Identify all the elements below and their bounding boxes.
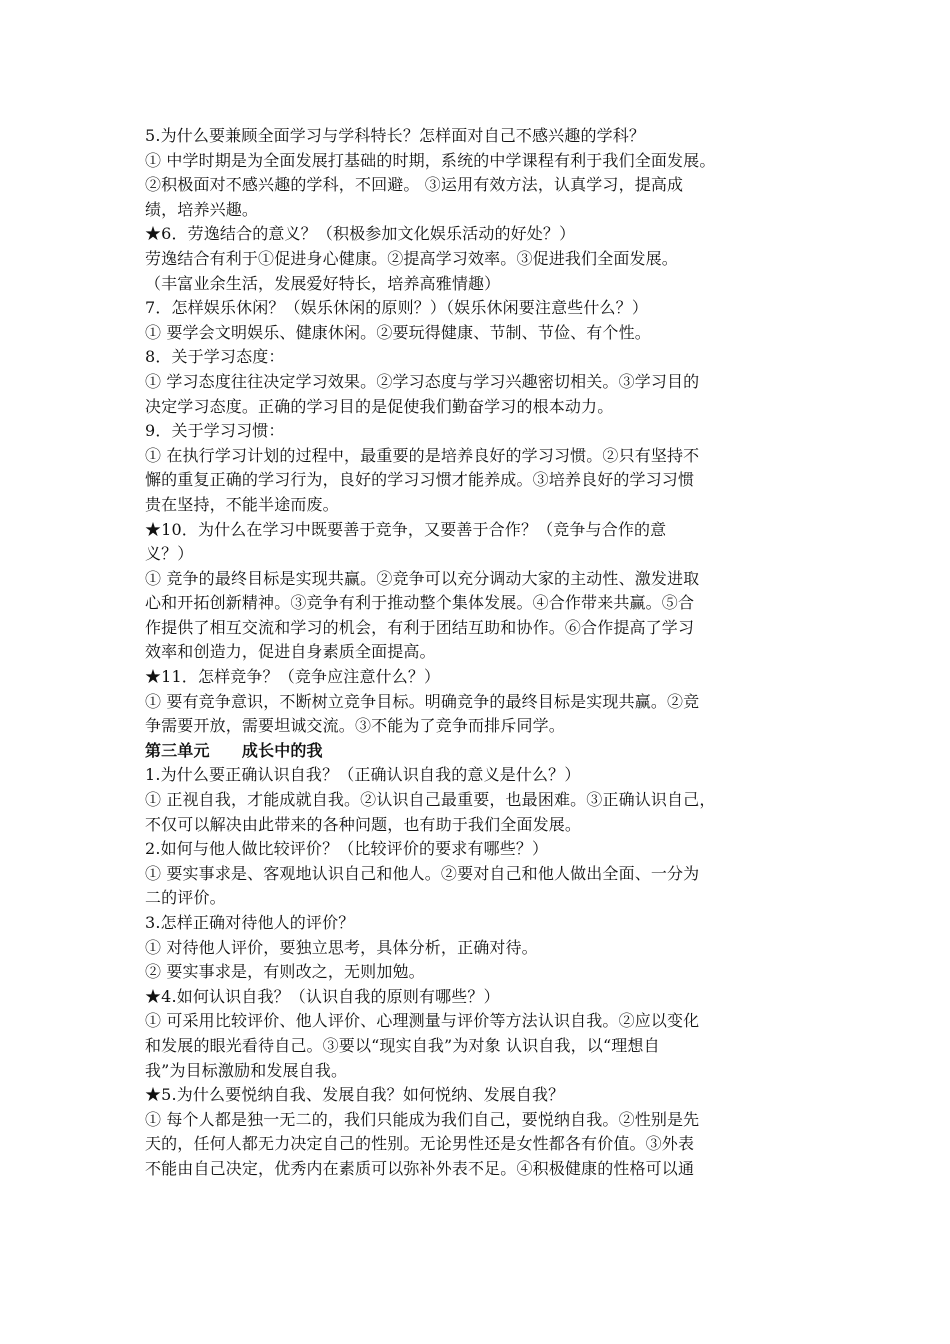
unit-3-heading: 第三单元 成长中的我 (145, 740, 323, 760)
answer-line: ① 要实事求是、客观地认识自己和他人。②要对自己和他人做出全面、一分为 (145, 863, 700, 883)
answer-line: 贵在坚持，不能半途而废。 (145, 494, 339, 514)
answer-line: 我”为目标激励和发展自我。 (145, 1060, 348, 1080)
document-page (145, 124, 817, 1182)
answer-line: 决定学习态度。正确的学习目的是促使我们勤奋学习的根本动力。 (145, 396, 614, 416)
answer-line: 劳逸结合有利于①促进身心健康。②提高学习效率。③促进我们全面发展。 (145, 248, 678, 268)
unit3-question-3-title: 3.怎样正确对待他人的评价？ (145, 913, 355, 932)
answer-line: ① 对待他人评价，要独立思考，具体分析，正确对待。 (145, 937, 538, 957)
answer-line: ① 学习态度往往决定学习效果。②学习态度与学习兴趣密切相关。③学习目的 (145, 371, 700, 391)
unit3-question-5-title: ★5.为什么要悦纳自我、发展自我？如何悦纳、发展自我？ (145, 1085, 565, 1105)
answer-line: 心和开拓创新精神。③竞争有利于推动整个集体发展。④合作带来共赢。⑤合 (145, 593, 695, 613)
answer-line: 懈的重复正确的学习行为，良好的学习习惯才能养成。③培养良好的学习习惯 (145, 470, 695, 490)
question-11-title: ★11．怎样竞争？（竞争应注意什么？） (145, 667, 441, 687)
answer-line: 二的评价。 (145, 888, 226, 908)
answer-line: ① 每个人都是独一无二的，我们只能成为我们自己，要悦纳自我。②性别是先 (145, 1109, 700, 1129)
answer-line: ① 竞争的最终目标是实现共赢。②竞争可以充分调动大家的主动性、激发进取 (145, 568, 700, 588)
answer-line: ① 要有竞争意识，不断树立竞争目标。明确竞争的最终目标是实现共赢。②竞 (145, 691, 700, 711)
answer-line: 不能由自己决定，优秀内在素质可以弥补外表不足。④积极健康的性格可以通 (145, 1158, 695, 1178)
question-5-title: 5.为什么要兼顾全面学习与学科特长？怎样面对自己不感兴趣的学科？ (145, 126, 646, 145)
unit3-question-4-title: ★4.如何认识自我？（认识自我的原则有哪些？） (145, 986, 500, 1006)
unit3-question-2-title: 2.如何与他人做比较评价？（比较评价的要求有哪些？） (145, 839, 549, 859)
answer-line: （丰富业余生活，发展爱好特长，培养高雅情趣） (145, 273, 501, 293)
question-7-title: 7．怎样娱乐休闲？（娱乐休闲的原则？）（娱乐休闲要注意些什么？） (145, 298, 648, 318)
question-10-title: ★10．为什么在学习中既要善于竞争，又要善于合作？（竞争与合作的意 (145, 519, 667, 539)
answer-line: 争需要开放，需要坦诚交流。③不能为了竞争而排斥同学。 (145, 716, 565, 736)
answer-line: ① 在执行学习计划的过程中，最重要的是培养良好的学习习惯。②只有坚持不 (145, 445, 700, 465)
answer-line: ① 要学会文明娱乐、健康休闲。②要玩得健康、节制、节俭、有个性。 (145, 322, 651, 342)
answer-line: ② 要实事求是，有则改之，无则加勉。 (145, 962, 425, 982)
unit3-question-1-title: 1.为什么要正确认识自我？（正确认识自我的意义是什么？） (145, 765, 581, 785)
answer-line: ① 可采用比较评价、他人评价、心理测量与评价等方法认识自我。②应以变化 (145, 1011, 700, 1031)
answer-line: 效率和创造力，促进自身素质全面提高。 (145, 642, 436, 662)
question-10-title-cont: 义？） (145, 544, 194, 564)
answer-line: 天的，任何人都无力决定自己的性别。无论男性还是女性都各有价值。③外表 (145, 1134, 695, 1154)
question-6-title: ★6．劳逸结合的意义？（积极参加文化娱乐活动的好处？） (145, 224, 576, 244)
answer-line: 不仅可以解决由此带来的各种问题，也有助于我们全面发展。 (145, 814, 582, 834)
answer-line: ① 中学时期是为全面发展打基础的时期，系统的中学课程有利于我们全面发展。 (145, 150, 716, 170)
answer-line: ① 正视自我，才能成就自我。②认识自己最重要，也最困难。③正确认识自己， (145, 790, 716, 810)
question-9-title: 9．关于学习习惯： (145, 421, 285, 441)
question-8-title: 8．关于学习态度： (145, 347, 285, 367)
answer-line: 绩，培养兴趣。 (145, 199, 259, 219)
answer-line: 和发展的眼光看待自己。③要以“现实自我”为对象 认识自我，以“理想自 (145, 1035, 660, 1055)
answer-line: 作提供了相互交流和学习的机会，有利于团结互助和协作。⑥合作提高了学习 (145, 617, 695, 637)
answer-line: ②积极面对不感兴趣的学科，不回避。 ③运用有效方法，认真学习，提高成 (145, 175, 684, 195)
